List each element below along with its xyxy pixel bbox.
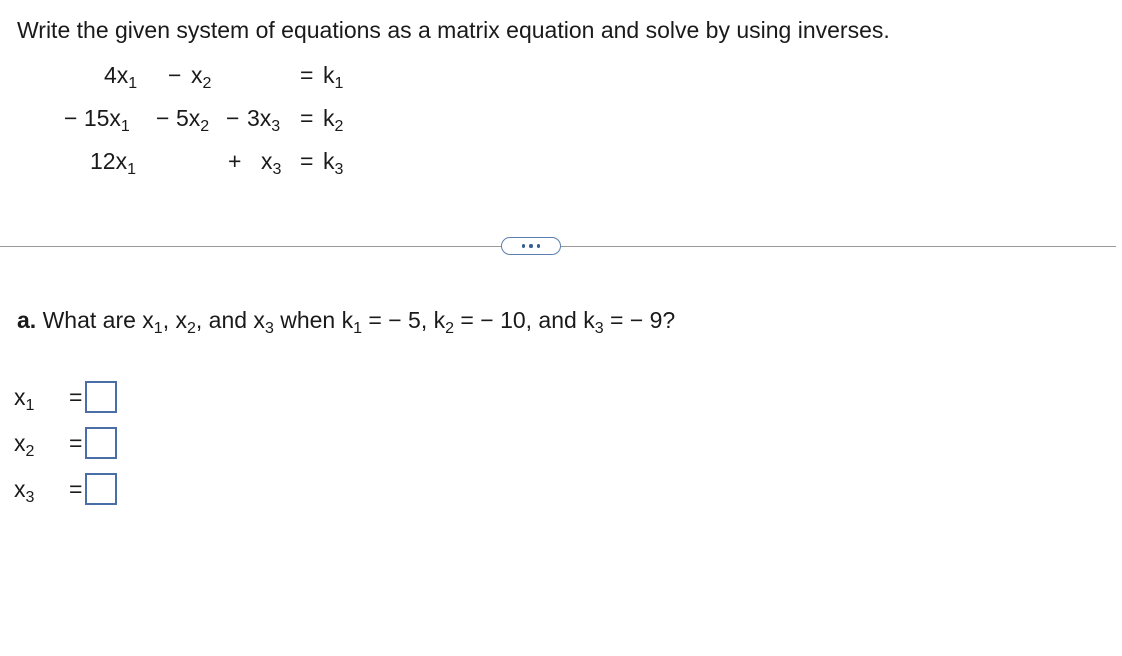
ellipsis-icon [529, 244, 533, 248]
eq3-equals: = [300, 148, 314, 174]
expand-more-button[interactable] [501, 237, 561, 255]
eq2-operator-2: − [226, 105, 240, 131]
eq1-term-x2: $x_2$ [191, 62, 212, 92]
eq3-term-x1: $12x_1$ [90, 148, 136, 178]
instruction-text: Write the given system of equations as a matrix equation and solve by using inverses. [17, 17, 890, 43]
question-text: a. What are $x_1$, $x_2$, and $x_3$ when $k_1$ = − 5, $k_2$ = − 10, and $k_3$ = − 9? [17, 307, 676, 337]
eq1-term-x1: $4x_1$ [104, 62, 138, 92]
eq1-equals: = [300, 62, 314, 88]
eq3-term-x3: $x_3$ [261, 148, 282, 178]
eq2-operator-1: − [156, 105, 170, 131]
ellipsis-icon [537, 244, 541, 248]
eq2-equals: = [300, 105, 314, 131]
answer-label-x1: $x_1$ [14, 383, 35, 414]
answer-row-x2 [14, 426, 117, 460]
answer-label-x3: $x_3$ [14, 475, 35, 506]
eq3-rhs: $k_3$ [323, 148, 344, 178]
answer-equals: = [69, 475, 83, 502]
answer-label-x2: $x_2$ [14, 429, 35, 460]
ellipsis-icon [522, 244, 526, 248]
answer-row-x3 [14, 472, 117, 506]
eq1-operator: − [168, 62, 182, 88]
answer-row-x1 [14, 380, 117, 414]
eq2-term-x1: − $15x_1$ [64, 105, 130, 135]
answer-equals: = [69, 383, 83, 410]
x3-answer-input[interactable] [85, 473, 117, 505]
x2-answer-input[interactable] [85, 427, 117, 459]
equation-system [56, 62, 366, 186]
eq2-term-x2: $5x_2$ [176, 105, 210, 135]
eq2-rhs: $k_2$ [323, 105, 344, 135]
question-part-label: a. [17, 307, 37, 333]
eq1-rhs: $k_1$ [323, 62, 344, 92]
x1-answer-input[interactable] [85, 381, 117, 413]
answer-equals: = [69, 429, 83, 456]
eq3-operator: + [228, 148, 242, 174]
eq2-term-x3: $3x_3$ [247, 105, 281, 135]
